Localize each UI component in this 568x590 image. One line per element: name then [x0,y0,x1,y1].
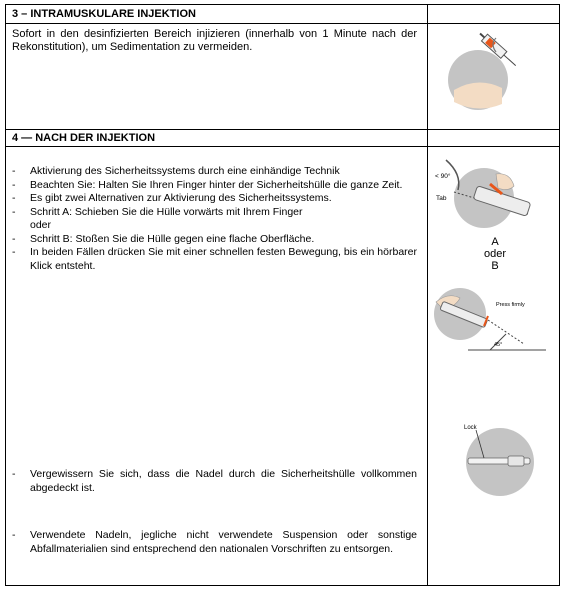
injection-figure [440,24,540,116]
figure-b [430,284,550,356]
list-item: - Es gibt zwei Alternativen zur Aktivierung des Sicherheitssystems. [12,192,332,204]
figure-lock [460,420,540,498]
list-item: - Aktivierung des Sicherheitssystems durch eine einhändige Technik [12,165,340,177]
needle-path [488,320,524,344]
list-item: - Beachten Sie: Halten Sie Ihren Finger hinter der Sicherheitshülle die ganze Zeit. [12,178,403,191]
list-item: - Schritt B: Stoßen Sie die Hülle gegen eine flache Oberfläche. [12,232,315,245]
row-divider [6,129,559,130]
angle-45-label: 45° [494,342,503,348]
caption-b: B [491,260,499,272]
list-item: - Vergewissern Sie sich, dass die Nadel durch die Sicherheitshülle vollkommen abgedeckt ist. [12,468,417,494]
caption-a: A [491,236,499,248]
section-4-title: 4 — NACH DER INJEKTION [12,132,156,144]
angle-label: < 90° [435,173,451,180]
oder-text: oder [30,219,52,231]
bullet-dispose [12,529,417,556]
section-3-title: 3 – INTRAMUSKULARE INJEKTION [12,8,196,20]
finger-icon [496,174,514,190]
press-label: Press firmly [496,302,525,308]
column-divider [427,5,428,585]
lock-label: Lock [464,425,477,431]
bullet-list [12,165,417,273]
bullet-cover [12,468,417,495]
caption-oder: oder [483,248,507,260]
tab-label: Tab [436,195,447,202]
ab-caption [470,236,520,272]
list-item: - Schritt A: Schieben Sie die Hülle vorwärts mit Ihrem Finger [12,205,303,218]
row-divider [6,146,559,147]
list-item: - In beiden Fällen drücken Sie mit einer schnellen festen Bewegung, bis ein hörbarer Klick entsteht. [12,246,417,272]
figure-a [432,156,536,236]
list-item: - Verwendete Nadeln, jegliche nicht verwendete Suspension oder sonstige Abfallmaterialien sind entsprechend den nationalen Vorschriften zu entsorgen. [12,529,417,555]
section-3-text: Sofort in den desinfizierten Bereich injizieren (innerhalb von 1 Minute nach der Rekonstitution), um Sedimentation zu vermeiden. [12,28,417,53]
safety-sheath [508,456,524,466]
